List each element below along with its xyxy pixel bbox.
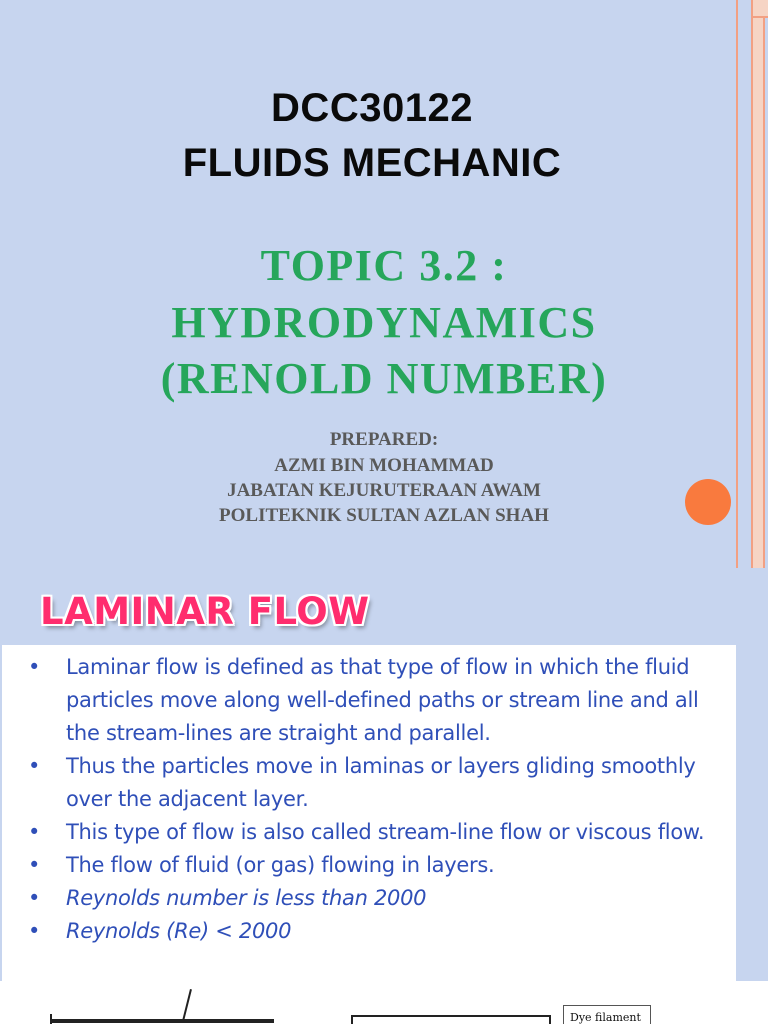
bullet-text: Reynolds number is less than 2000 [66,886,427,910]
bullet-icon: • [28,820,41,844]
bullet-text: Laminar flow is defined as that type of flow in which the fluid particles move along well-defined paths or stream line and all the stream-lines are straight and parallel. [66,655,699,745]
bullet-text: This type of flow is also called stream-line flow or viscous flow. [66,820,705,844]
prepared-label: PREPARED: [329,429,439,450]
bullet-item [28,816,722,849]
slide-title: LAMINAR FLOW [40,590,370,633]
bullet-icon: • [28,853,41,877]
bullet-icon: • [28,655,41,679]
dye-filament-label: Dye filament [563,1005,651,1024]
bullet-text: Thus the particles move in laminas or layers gliding smoothly over the adjacent layer. [66,754,696,811]
decorative-circle [685,479,731,525]
bullet-item [28,882,722,915]
institution-name: POLITEKNIK SULTAN AZLAN SHAH [219,505,549,526]
bullet-icon: • [28,754,41,778]
course-code: DCC30122 [271,86,473,130]
bullet-text: The flow of fluid (or gas) flowing in layers. [66,853,495,877]
tank-outline [351,1015,551,1024]
bullet-list [2,645,736,948]
bullet-item [28,849,722,882]
topic-title: HYDRODYNAMICS [171,298,597,347]
laminar-flow-slide [0,568,768,1024]
course-name: FLUIDS MECHANIC [182,141,562,185]
department-name: JABATAN KEJURUTERAAN AWAM [227,480,541,501]
bullet-content-box [2,645,736,981]
topic-subtitle: (RENOLD NUMBER) [160,354,608,403]
bullet-icon: • [28,919,41,943]
pipe-outline [52,1019,274,1023]
bullet-item [28,651,722,750]
bullet-icon: • [28,886,41,910]
bullet-item [28,915,722,948]
bullet-text: Reynolds (Re) < 2000 [66,919,292,943]
author-name: AZMI BIN MOHAMMAD [274,455,494,476]
decorative-edge-tab [751,0,768,18]
topic-number: TOPIC 3.2 : [260,241,508,290]
bullet-item [28,750,722,816]
